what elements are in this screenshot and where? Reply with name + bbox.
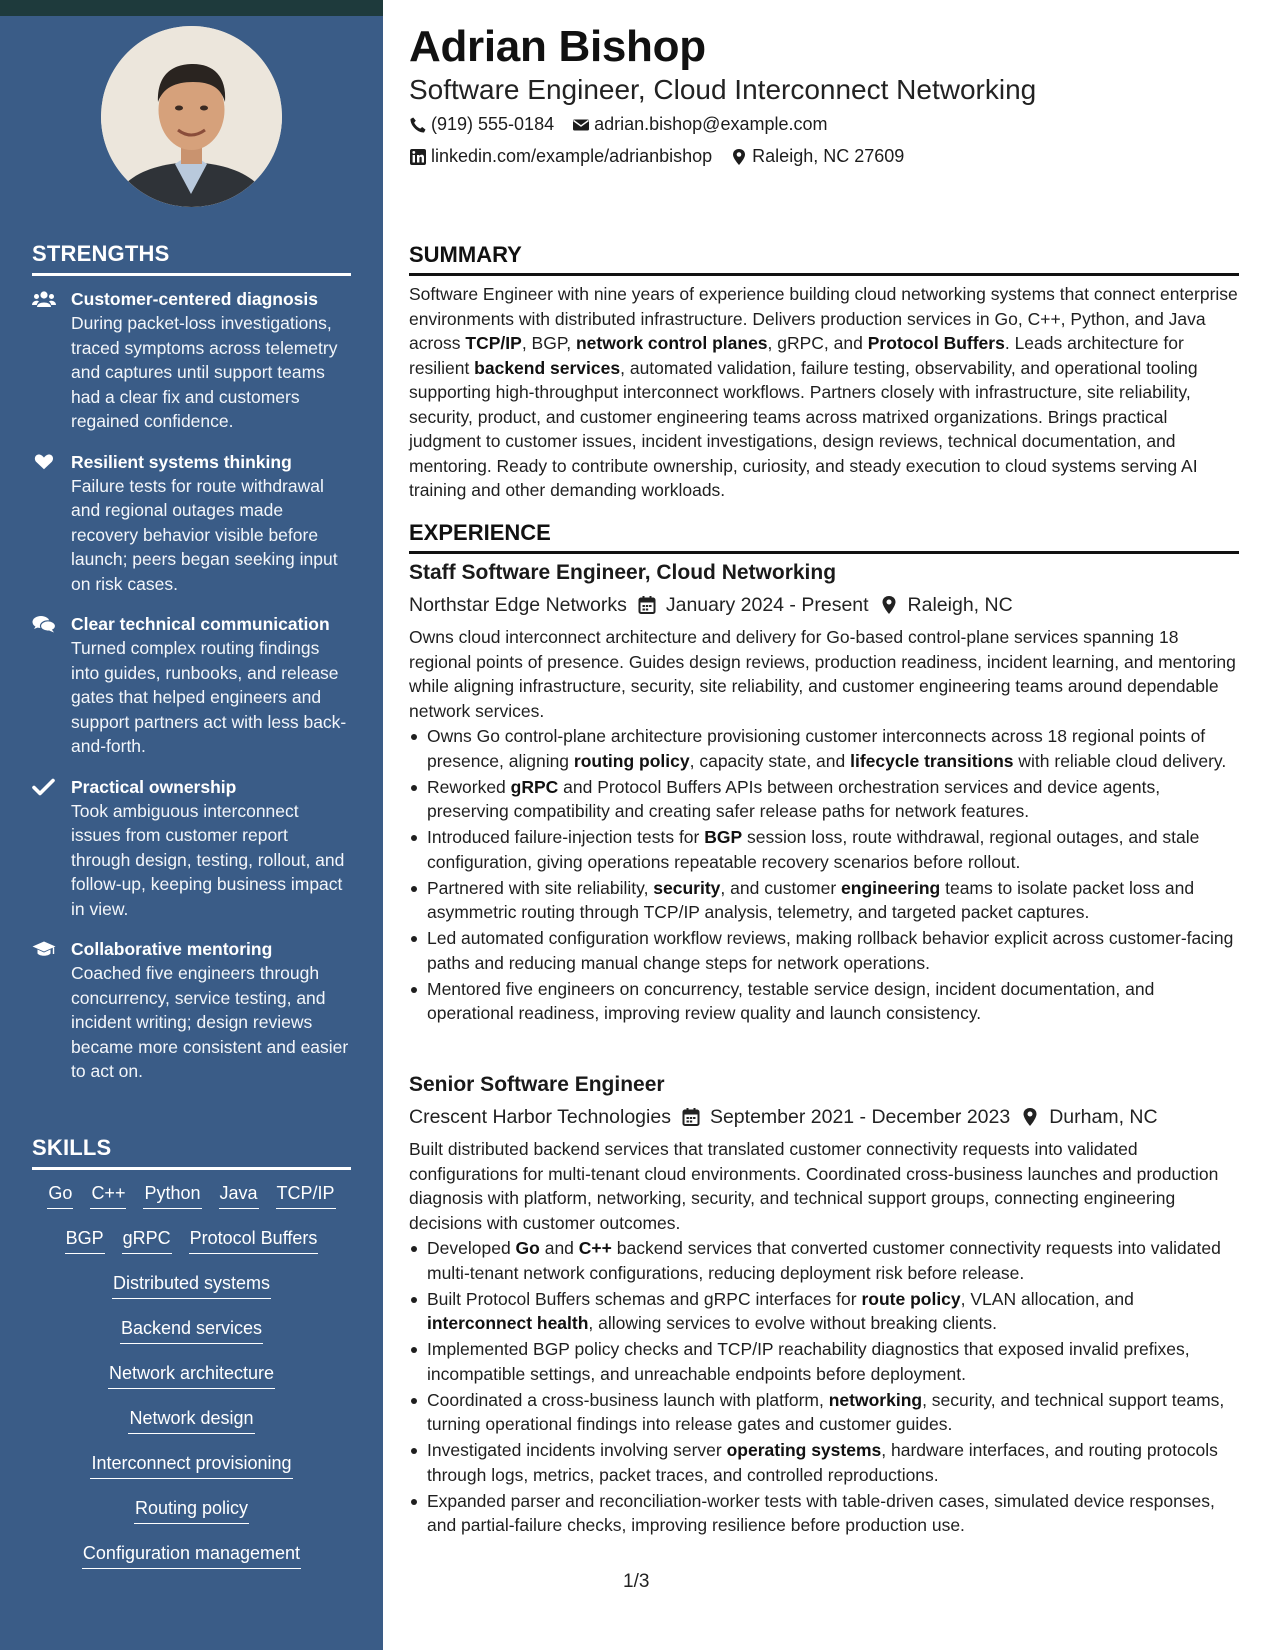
map-pin-icon	[1020, 1107, 1040, 1127]
job-company: Northstar Edge Networks	[409, 594, 627, 616]
strength-description: Failure tests for route withdrawal and regional outages made recovery behavior visible before launch; peers began seeking input on risk cases.	[71, 475, 338, 594]
strength-title: Collaborative mentoring	[71, 939, 273, 959]
sidebar	[0, 0, 383, 1650]
job-bullet: Introduced failure-injection tests for BGP session loss, route withdrawal, regional outages, and stale configuration, giving operations repeatable recovery scenarios before rollout.	[409, 825, 1239, 874]
strength-title: Customer-centered diagnosis	[71, 289, 318, 309]
contact-phone	[409, 114, 554, 135]
avatar-photo	[101, 26, 282, 207]
map-pin-icon	[879, 595, 899, 615]
graduation-cap-icon	[32, 940, 56, 958]
skill-tag: Protocol Buffers	[189, 1226, 319, 1254]
skill-row	[32, 1316, 351, 1361]
calendar-icon	[681, 1107, 701, 1127]
strength-item	[32, 937, 352, 1084]
emphasis-text: BGP	[704, 827, 743, 847]
check-icon	[32, 778, 56, 796]
envelope-icon	[572, 116, 590, 134]
strength-title: Practical ownership	[71, 776, 237, 797]
contact-line	[409, 114, 828, 135]
strengths-heading: STRENGTHS	[32, 241, 351, 276]
strength-description: Coached five engineers through concurrency, service testing, and incident writing; design reviews became more consistent and easier to act on.	[71, 963, 349, 1081]
strengths-list	[32, 287, 352, 1100]
skill-tag: Network design	[128, 1406, 254, 1434]
skill-tag: Python	[143, 1181, 201, 1209]
emphasis-text: gRPC	[510, 776, 559, 797]
emphasis-text: networking	[828, 1389, 923, 1410]
emphasis-text: routing policy	[573, 750, 690, 771]
skill-row	[32, 1361, 351, 1406]
job-meta	[409, 1102, 1239, 1132]
job-bullet: Built Protocol Buffers schemas and gRPC interfaces for route policy, VLAN allocation, and interconnect health, allowing services to evolve without breaking clients.	[409, 1287, 1239, 1336]
emphasis-text: network control planes	[575, 333, 768, 353]
skill-tag: Go	[47, 1181, 73, 1209]
job-bullet: Partnered with site reliability, security, and customer engineering teams to isolate packet loss and asymmetric routing through TCP/IP analysis, telemetry, and targeted packet captures.	[409, 876, 1239, 925]
contact-email[interactable]	[572, 114, 827, 135]
skill-tag: Backend services	[120, 1316, 263, 1344]
phone-text: (919) 555-0184	[431, 114, 555, 134]
phone-icon	[409, 116, 427, 134]
job-entry	[409, 1070, 1239, 1539]
job-entry	[409, 558, 1239, 1027]
summary-heading: SUMMARY	[409, 242, 1239, 276]
emphasis-text: backend services	[474, 357, 621, 378]
job-bullet: Reworked gRPC and Protocol Buffers APIs between orchestration services and device agents, preserving compatibility and creating safer release paths for network features.	[409, 775, 1239, 824]
skill-tag: Distributed systems	[112, 1271, 271, 1299]
skill-row	[32, 1406, 351, 1451]
emphasis-text: Protocol Buffers	[867, 333, 1005, 353]
strength-item	[32, 450, 352, 597]
emphasis-text: route policy	[861, 1288, 961, 1309]
candidate-name: Adrian Bishop	[409, 22, 706, 71]
job-bullet: Led automated configuration workflow reviews, making rollback behavior explicit across customer-facing paths and reducing manual change steps for network operations.	[409, 926, 1239, 975]
strength-description: Turned complex routing findings into guides, runbooks, and release gates that helped engineers and support partners act with less back-and-forth.	[71, 638, 347, 756]
emphasis-text: lifecycle transitions	[850, 750, 1014, 771]
strength-title: Resilient systems thinking	[71, 451, 292, 472]
skill-row	[32, 1496, 351, 1541]
job-description: Built distributed backend services that translated customer connectivity requests into validated configurations for multi-tenant cloud environments. Coordinated cross-business launches and production diagnosis with platform, networking, security, and technical support groups, connecting engineering decisions with customer outcomes.	[409, 1139, 1219, 1233]
emphasis-text: operating systems	[726, 1440, 882, 1460]
strength-description: During packet-loss investigations, traced symptoms across telemetry and captures until support teams had a clear fix and customers regained confidence.	[71, 313, 338, 431]
skill-tag: gRPC	[122, 1226, 172, 1254]
skill-tag: Routing policy	[134, 1496, 249, 1524]
job-bullet: Owns Go control-plane architecture provisioning customer interconnects across 18 regional points of presence, aligning routing policy, capacity state, and lifecycle transitions with reliable cloud delivery.	[409, 724, 1239, 773]
strength-title: Clear technical communication	[71, 614, 330, 634]
location-text: Raleigh, NC 27609	[752, 146, 905, 166]
strength-item	[32, 612, 352, 759]
job-title: Staff Software Engineer, Cloud Networking	[409, 561, 837, 584]
job-title: Senior Software Engineer	[409, 1073, 665, 1096]
job-company: Crescent Harbor Technologies	[409, 1106, 671, 1128]
job-bullet: Investigated incidents involving server operating systems, hardware interfaces, and routing protocols through logs, metrics, packet traces, and controlled reproductions.	[409, 1438, 1239, 1487]
skills-list	[32, 1181, 351, 1586]
skill-tag: Java	[219, 1181, 259, 1209]
skill-tag: C++	[90, 1181, 126, 1209]
emphasis-text: interconnect health	[427, 1313, 589, 1333]
job-dates: September 2021 - December 2023	[709, 1106, 1011, 1128]
linkedin-icon	[409, 148, 427, 166]
comments-icon	[32, 615, 56, 633]
job-bullet: Mentored five engineers on concurrency, testable service design, incident documentation, and operational readiness, improving review quality and launch consistency.	[409, 977, 1239, 1026]
contact-linkedin[interactable]	[409, 146, 712, 167]
emphasis-text: engineering	[841, 877, 941, 898]
skill-tag: Network architecture	[108, 1361, 275, 1389]
skill-row	[32, 1226, 351, 1271]
skill-tag: Configuration management	[82, 1541, 301, 1569]
job-description: Owns cloud interconnect architecture and delivery for Go-based control-plane services spanning 18 regional points of presence. Guides design reviews, production readiness, incident learning, and mentoring while aligning infrastructure, security, site reliability, and customer engineering teams around dependable network services.	[409, 627, 1236, 721]
skill-tag: BGP	[65, 1226, 105, 1254]
job-bullets	[409, 724, 1239, 1026]
email-link[interactable]: adrian.bishop@example.com	[594, 114, 828, 134]
linkedin-link[interactable]: linkedin.com/example/adrianbishop	[431, 146, 713, 166]
skill-tag: TCP/IP	[276, 1181, 336, 1209]
emphasis-text: C++	[578, 1238, 612, 1258]
job-bullet: Developed Go and C++ backend services that converted customer connectivity requests into validated multi-tenant network configurations, reducing deployment risk before release.	[409, 1236, 1239, 1285]
strength-description: Took ambiguous interconnect issues from customer report through design, testing, rollout, and follow-up, keeping business impact in view.	[71, 800, 345, 919]
contact-location	[730, 146, 904, 167]
emphasis-text: TCP/IP	[465, 333, 522, 353]
job-bullets	[409, 1236, 1239, 1538]
page-number: 1/3	[623, 1571, 650, 1592]
emphasis-text: security	[653, 877, 721, 898]
job-bullet: Implemented BGP policy checks and TCP/IP reachability diagnostics that exposed invalid prefixes, incompatible settings, and unreachable endpoints before deployment.	[409, 1337, 1239, 1386]
avatar	[101, 26, 282, 207]
skill-tag: Interconnect provisioning	[90, 1451, 292, 1479]
calendar-icon	[637, 595, 657, 615]
skill-row	[32, 1181, 351, 1226]
skill-row	[32, 1271, 351, 1316]
users-icon	[32, 290, 56, 308]
skill-row	[32, 1451, 351, 1496]
contact-line	[409, 146, 904, 167]
candidate-title: Software Engineer, Cloud Interconnect Networking	[409, 74, 1037, 105]
job-meta	[409, 590, 1239, 620]
skill-row	[32, 1541, 351, 1586]
job-dates: January 2024 - Present	[665, 594, 869, 616]
summary-text: Software Engineer with nine years of experience building cloud networking systems that connect enterprise environments with distributed infrastructure. Delivers production services in Go, C++, Python, and Java across TCP/IP, BGP, network control planes, gRPC, and Protocol Buffers. Leads architecture for resilient backend services, automated validation, failure testing, observability, and operational tooling supporting high-throughput interconnect workflows. Partners closely with infrastructure, site reliability, security, product, and customer engineering teams across matrixed organizations. Brings practical judgment to customer issues, incident investigations, design reviews, technical documentation, and mentoring. Ready to contribute ownership, curiosity, and steady execution to cloud systems serving AI training and other demanding workloads.	[409, 284, 1238, 500]
heart-icon	[32, 453, 56, 471]
strength-item	[32, 775, 352, 922]
job-bullet: Expanded parser and reconciliation-worker tests with table-driven cases, simulated device responses, and partial-failure checks, improving resilience before production use.	[409, 1489, 1239, 1538]
job-bullet: Coordinated a cross-business launch with platform, networking, security, and technical support teams, turning operational findings into release gates and customer guides.	[409, 1388, 1239, 1437]
skills-heading: SKILLS	[32, 1135, 351, 1170]
map-pin-icon	[730, 148, 748, 166]
experience-heading: EXPERIENCE	[409, 520, 1239, 554]
strength-item	[32, 287, 352, 434]
sidebar-top-strip	[0, 0, 383, 16]
job-location: Durham, NC	[1049, 1106, 1158, 1128]
emphasis-text: Go	[515, 1238, 540, 1258]
job-location: Raleigh, NC	[907, 594, 1013, 616]
